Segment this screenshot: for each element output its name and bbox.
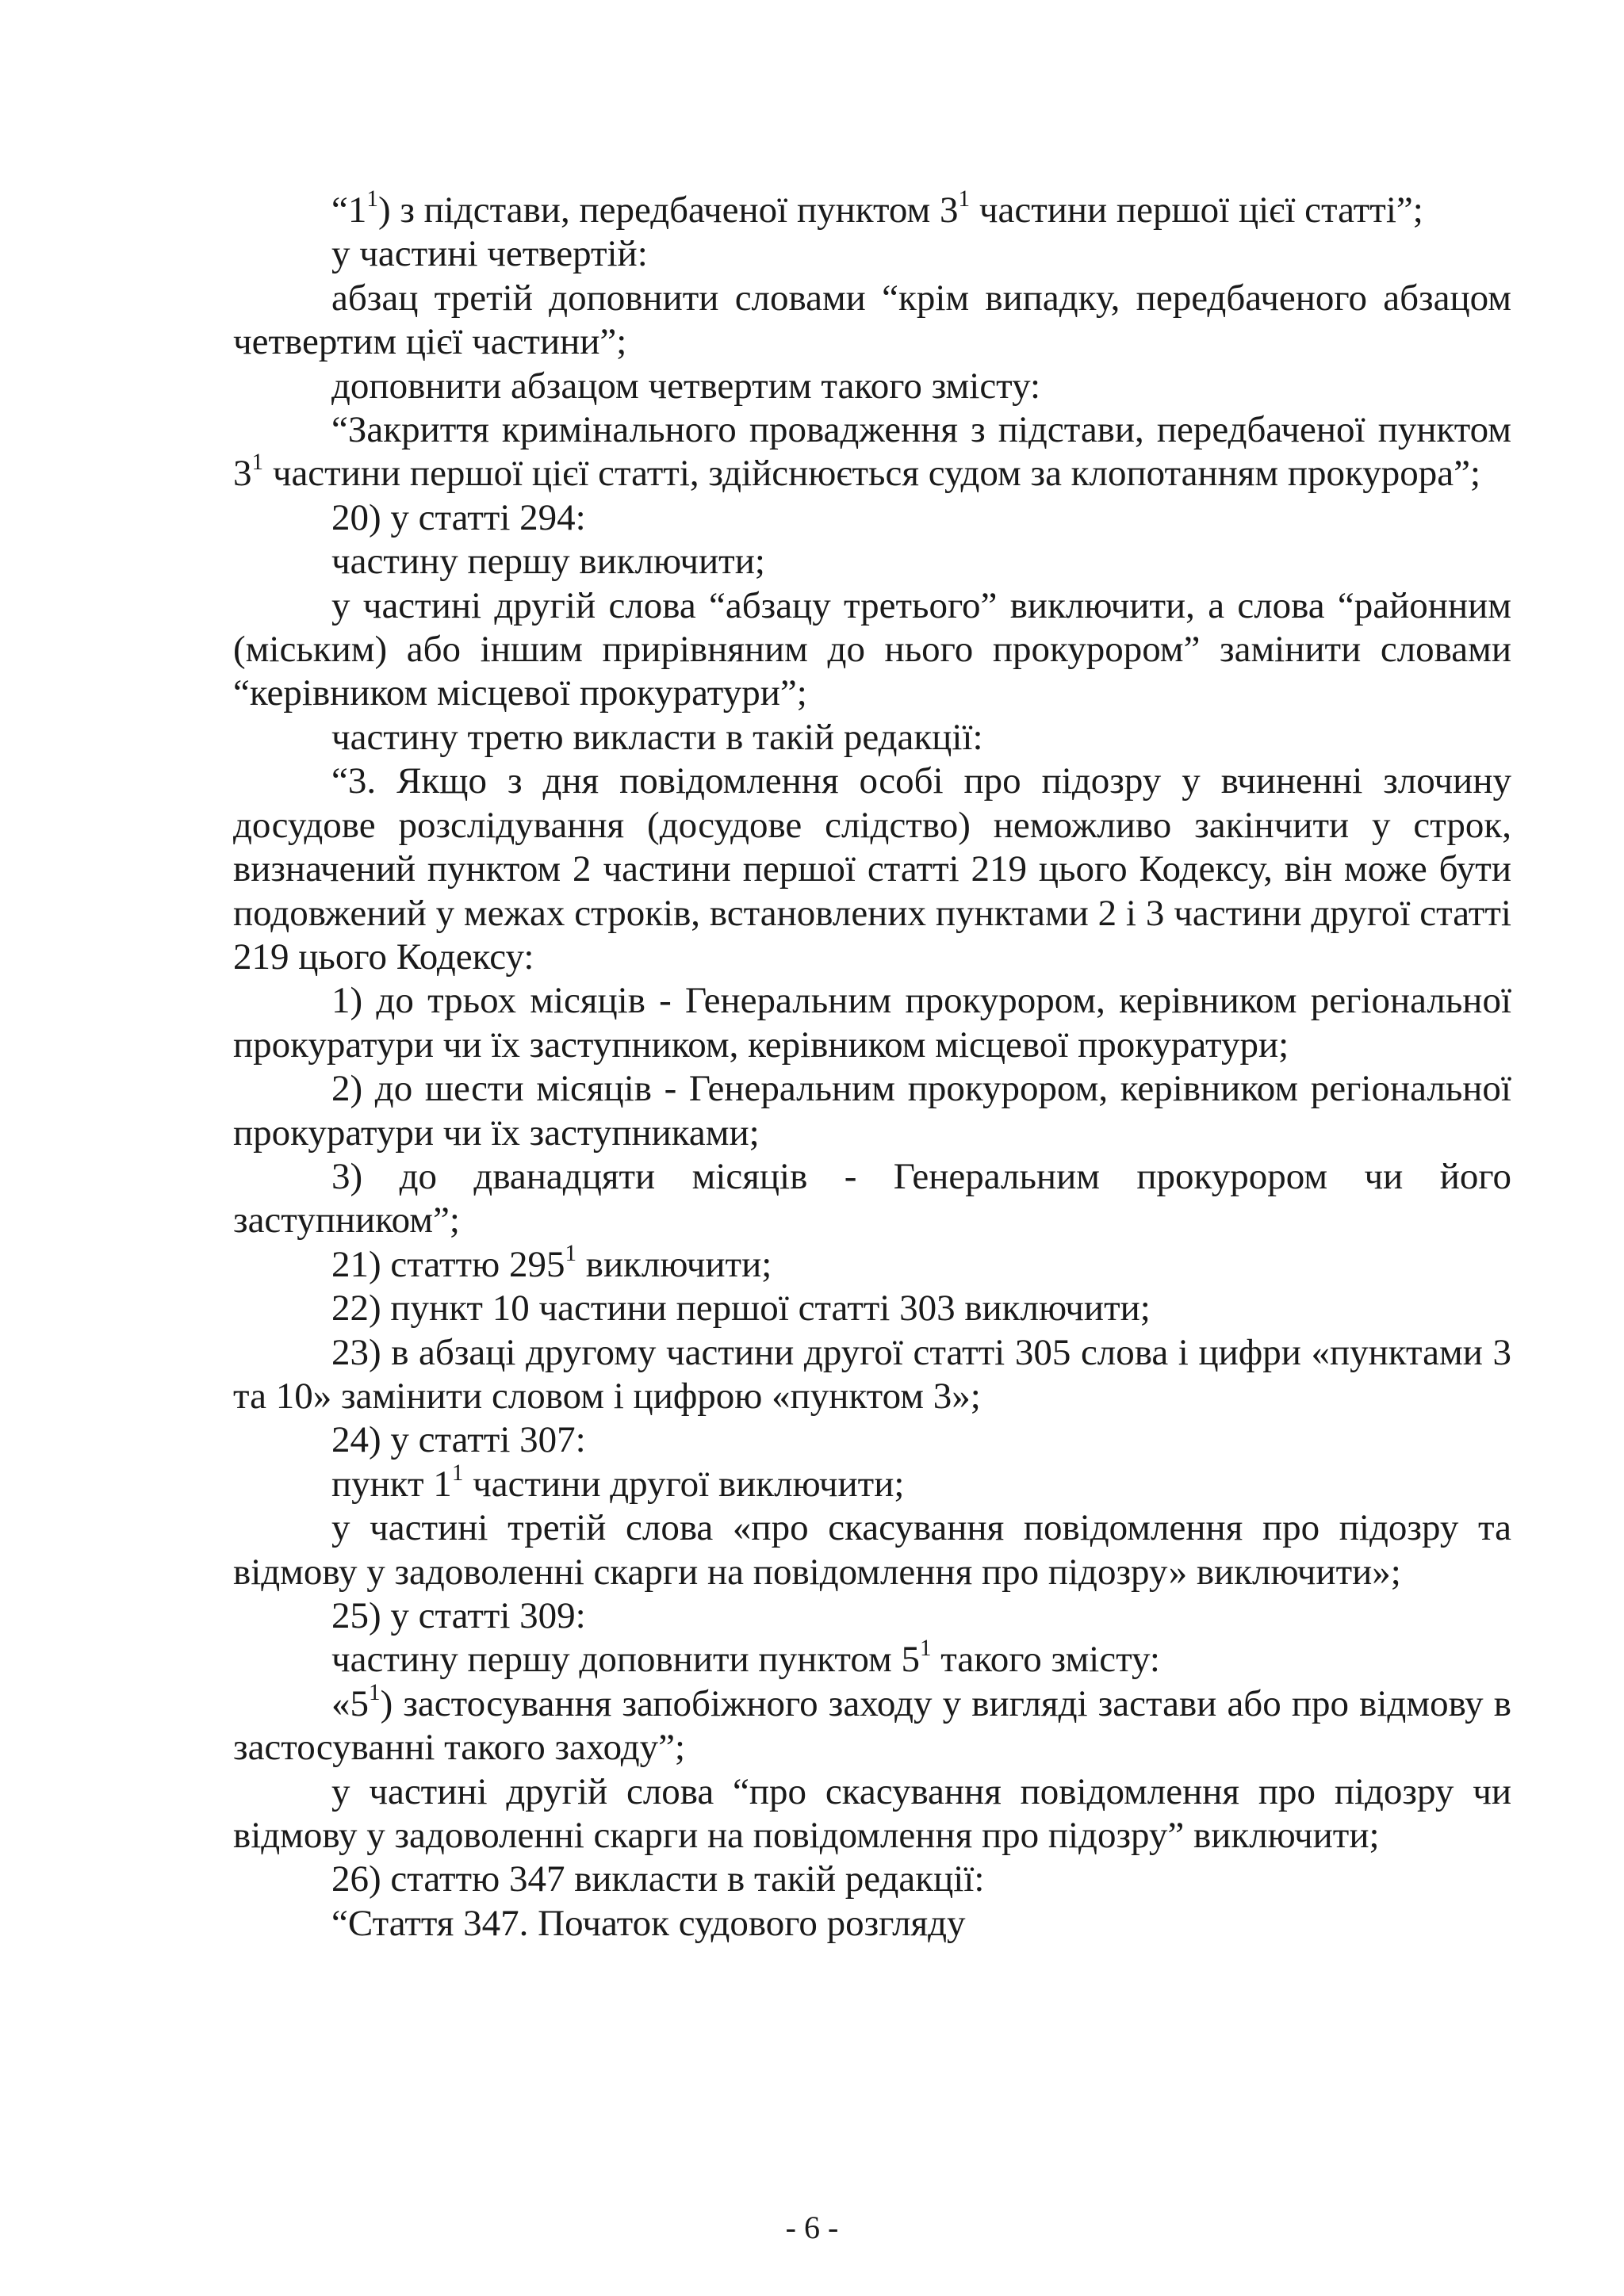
paragraph bbox=[233, 1770, 1511, 1858]
paragraph-text: частину третю викласти в такій редакції: bbox=[331, 716, 983, 758]
paragraph bbox=[233, 760, 1511, 979]
paragraph-text: у частині третій слова «про скасування повідомлення про підозру та відмову у задоволенні скарги на повідомлення про підозру» виключити»; bbox=[233, 1507, 1511, 1593]
paragraph bbox=[233, 1331, 1511, 1419]
paragraph bbox=[233, 1594, 1511, 1638]
paragraph-text: у частині другій слова “абзацу третього” виключити, а слова “районним (міським) або іншим прирівняним до нього прокурором” замінити словами “керівником місцевої прокуратури”; bbox=[233, 584, 1511, 714]
paragraph-text: 23) в абзаці другому частини другої статті 305 слова і цифри «пунктами 3 та 10» замінити словом і цифрою «пунктом 3»; bbox=[233, 1331, 1511, 1417]
paragraph-text: такого змісту: bbox=[931, 1639, 1160, 1681]
paragraph bbox=[233, 1638, 1511, 1682]
paragraph bbox=[233, 1506, 1511, 1594]
paragraph bbox=[233, 496, 1511, 540]
paragraph-text: 1) до трьох місяців - Генеральним прокурором, керівником регіональної прокуратури чи їх заступником, керівником місцевої прокуратури; bbox=[233, 980, 1511, 1066]
document-body bbox=[233, 186, 1511, 1946]
paragraph-text: ) з підстави, передбаченої пунктом 3 bbox=[377, 189, 959, 231]
paragraph-text: абзац третій доповнити словами “крім випадку, передбаченого абзацом четвертим цієї частини”; bbox=[233, 277, 1511, 363]
superscript-index: 1 bbox=[369, 1679, 381, 1705]
paragraph-text: “3. Якщо з дня повідомлення особі про підозру у вчиненні злочину досудове розслідування (досудове слідство) неможливо закінчити у строк, визначений пунктом 2 частини першої статті 219 цього Кодексу, він може бути подовжений у межах строків, встановлених пунктами 2 і 3 частини другої статті 219 цього Кодексу: bbox=[233, 760, 1511, 978]
paragraph-text: частину першу доповнити пунктом 5 bbox=[331, 1639, 920, 1681]
paragraph bbox=[233, 1287, 1511, 1330]
superscript-index: 1 bbox=[919, 1636, 932, 1662]
paragraph-text: частини другої виключити; bbox=[463, 1463, 905, 1505]
paragraph-text: “Стаття 347. Початок судового розгляду bbox=[331, 1902, 966, 1944]
paragraph bbox=[233, 1679, 1511, 1770]
paragraph-text: у частині другій слова “про скасування повідомлення про підозру чи відмову у задоволенні скарги на повідомлення про підозру” виключити; bbox=[233, 1770, 1511, 1857]
paragraph-text: ) застосування запобіжного заходу у вигляді застави або про відмову в застосуванні такого заходу”; bbox=[233, 1682, 1511, 1769]
paragraph-text: «5 bbox=[331, 1682, 369, 1724]
paragraph-text: пункт 1 bbox=[331, 1463, 452, 1505]
paragraph-text: частини першої цієї статті”; bbox=[970, 189, 1423, 231]
paragraph-text: 25) у статті 309: bbox=[331, 1595, 586, 1636]
paragraph-text: частину першу виключити; bbox=[331, 541, 765, 583]
paragraph-text: у частині четвертій: bbox=[331, 233, 648, 275]
paragraph bbox=[233, 584, 1511, 716]
page-number: - 6 - bbox=[785, 2210, 839, 2245]
paragraph-text: 26) статтю 347 викласти в такій редакції: bbox=[331, 1858, 985, 1900]
paragraph-text: частини першої цієї статті, здійснюється судом за клопотанням прокурора”; bbox=[263, 453, 1480, 495]
paragraph-text: виключити; bbox=[576, 1243, 772, 1285]
paragraph bbox=[233, 1240, 1511, 1287]
superscript-index: 1 bbox=[565, 1240, 577, 1266]
paragraph bbox=[233, 1155, 1511, 1243]
paragraph bbox=[233, 1418, 1511, 1462]
superscript-index: 1 bbox=[251, 450, 264, 476]
paragraph bbox=[233, 1902, 1511, 1946]
paragraph-text: 2) до шести місяців - Генеральним прокурором, керівником регіональної прокуратури чи їх заступниками; bbox=[233, 1068, 1511, 1154]
superscript-index: 1 bbox=[958, 186, 971, 212]
paragraph bbox=[233, 716, 1511, 760]
paragraph bbox=[233, 540, 1511, 584]
paragraph-text: 20) у статті 294: bbox=[331, 496, 586, 538]
paragraph-text: “Закриття кримінального провадження з підстави, передбаченої пунктом 3 bbox=[233, 409, 1511, 495]
paragraph bbox=[233, 1858, 1511, 1901]
paragraph-text: 24) у статті 307: bbox=[331, 1419, 586, 1461]
paragraph-text: 3) до дванадцяти місяців - Генеральним прокурором чи його заступником”; bbox=[233, 1155, 1511, 1242]
paragraph bbox=[233, 232, 1511, 276]
paragraph bbox=[233, 1067, 1511, 1155]
paragraph bbox=[233, 365, 1511, 408]
paragraph bbox=[233, 186, 1511, 232]
paragraph-text: 21) статтю 295 bbox=[331, 1243, 565, 1285]
superscript-index: 1 bbox=[366, 186, 378, 212]
superscript-index: 1 bbox=[451, 1460, 464, 1486]
paragraph-text: 22) пункт 10 частини першої статті 303 виключити; bbox=[331, 1288, 1151, 1330]
paragraph bbox=[233, 277, 1511, 365]
paragraph-text: доповнити абзацом четвертим такого змісту: bbox=[331, 365, 1041, 407]
paragraph bbox=[233, 979, 1511, 1067]
paragraph-text: “1 bbox=[331, 189, 367, 231]
paragraph bbox=[233, 408, 1511, 496]
paragraph bbox=[233, 1460, 1511, 1506]
